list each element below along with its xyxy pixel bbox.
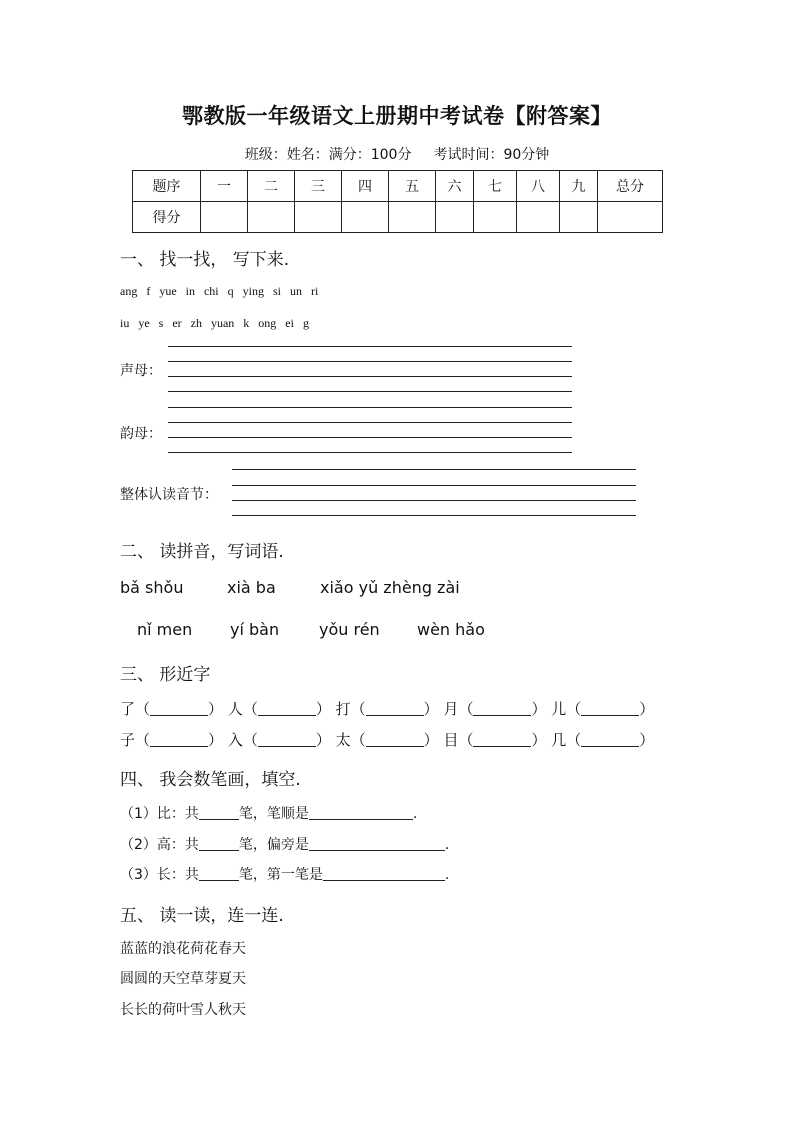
- char-blank[interactable]: [258, 701, 316, 716]
- score-table-score-row: [133, 202, 663, 233]
- answer-line[interactable]: [232, 500, 636, 501]
- answer-line[interactable]: [168, 391, 572, 392]
- exam-info-time: 考试时间：90分钟: [433, 147, 550, 163]
- similar-char: 几: [551, 731, 567, 749]
- stroke-answer-blank[interactable]: [323, 866, 445, 881]
- char-blank[interactable]: [150, 732, 208, 747]
- pinyin-word: nǐ men: [137, 620, 193, 639]
- stroke-item-mid: 笔，笔顺是: [238, 806, 309, 822]
- pinyin-word: bǎ shǒu: [120, 578, 184, 597]
- stroke-item-prefix: （1）比：共: [120, 806, 199, 822]
- similar-char: 目: [443, 731, 459, 749]
- similar-char: 入: [227, 731, 243, 749]
- page-title: 鄂教版一年级语文上册期中考试卷【附答案】: [182, 104, 612, 128]
- stroke-item-mid: 笔，偏旁是: [238, 837, 309, 853]
- stroke-item-prefix: （2）高：共: [120, 837, 199, 853]
- pinyin-word: yǒu rén: [319, 620, 380, 639]
- answer-line[interactable]: [232, 485, 636, 486]
- similar-char: 了: [120, 700, 136, 718]
- score-row-label: 得分: [133, 202, 201, 233]
- answer-line[interactable]: [232, 515, 636, 516]
- score-cell[interactable]: [560, 202, 598, 233]
- answer-line[interactable]: [168, 452, 572, 453]
- stroke-answer-blank[interactable]: [309, 805, 413, 820]
- score-header-cell: 总分: [598, 171, 663, 202]
- stroke-item: [120, 864, 449, 884]
- pinyin-word: yí bàn: [230, 620, 280, 639]
- pinyin-word: xià ba: [227, 578, 276, 597]
- similar-char: 打: [335, 700, 351, 718]
- answer-line[interactable]: [168, 361, 572, 362]
- score-cell[interactable]: [517, 202, 560, 233]
- stroke-answer-blank[interactable]: [309, 836, 445, 851]
- score-cell[interactable]: [248, 202, 295, 233]
- score-cell[interactable]: [201, 202, 248, 233]
- char-blank[interactable]: [473, 701, 531, 716]
- stroke-item-prefix: （3）长：共: [120, 867, 199, 883]
- exam-info: [0, 144, 794, 164]
- score-cell[interactable]: [598, 202, 663, 233]
- char-blank[interactable]: [581, 701, 639, 716]
- char-blank[interactable]: [366, 732, 424, 747]
- score-header-cell: 二: [248, 171, 295, 202]
- pinyin-word: xiǎo yǔ zhèng zài: [320, 578, 460, 597]
- char-blank[interactable]: [473, 732, 531, 747]
- score-header-cell: 四: [342, 171, 389, 202]
- stroke-count-blank[interactable]: [199, 836, 239, 851]
- answer-line[interactable]: [168, 437, 572, 438]
- similar-char: 月: [443, 700, 459, 718]
- score-header-cell: 五: [389, 171, 436, 202]
- score-header-cell: 六: [436, 171, 474, 202]
- answer-line[interactable]: [168, 422, 572, 423]
- stroke-count-blank[interactable]: [199, 866, 239, 881]
- score-header-cell: 八: [517, 171, 560, 202]
- answer-line[interactable]: [168, 346, 572, 347]
- similar-char: 儿: [551, 700, 567, 718]
- char-blank[interactable]: [366, 701, 424, 716]
- matching-line: 长长的荷叶雪人秋天: [120, 1002, 246, 1018]
- score-header-cell: 七: [474, 171, 517, 202]
- char-blank[interactable]: [258, 732, 316, 747]
- section-5-heading: 五、 读一读，连一连.: [120, 906, 284, 926]
- section-3-heading: 三、 形近字: [120, 665, 211, 685]
- answer-line[interactable]: [232, 469, 636, 470]
- stroke-count-blank[interactable]: [199, 805, 239, 820]
- stroke-item-end: .: [444, 867, 450, 883]
- stroke-item-end: .: [412, 806, 418, 822]
- score-table-header-row: [133, 171, 663, 202]
- score-header-cell: 题序: [133, 171, 201, 202]
- exam-info-class: 班级：姓名：满分：100分: [244, 147, 412, 163]
- score-header-cell: 一: [201, 171, 248, 202]
- shengmu-label: 声母：: [120, 363, 162, 379]
- pinyin-word: wèn hǎo: [417, 620, 485, 639]
- score-cell[interactable]: [342, 202, 389, 233]
- char-blank[interactable]: [581, 732, 639, 747]
- similar-char: 人: [227, 700, 243, 718]
- similar-chars-row-2: 子（ ） 入（ ） 太（ ） 目（ ） 几（ ）: [120, 731, 655, 749]
- section-4-heading: 四、 我会数笔画，填空.: [120, 770, 301, 790]
- section-2-heading: 二、 读拼音，写词语.: [120, 542, 284, 562]
- score-cell[interactable]: [389, 202, 436, 233]
- answer-line[interactable]: [168, 407, 572, 408]
- stroke-item: [120, 803, 417, 823]
- char-blank[interactable]: [150, 701, 208, 716]
- matching-line: 圆圆的天空草芽夏天: [120, 971, 246, 987]
- stroke-item-mid: 笔，第一笔是: [238, 867, 323, 883]
- score-cell[interactable]: [295, 202, 342, 233]
- section-1-pinyin-line-2: iu ye s er zh yuan k ong ei g: [120, 316, 309, 330]
- similar-char: 太: [335, 731, 351, 749]
- similar-chars-row-1: 了（ ） 人（ ） 打（ ） 月（ ） 儿（ ）: [120, 700, 655, 718]
- score-header-cell: 九: [560, 171, 598, 202]
- yunmu-label: 韵母：: [120, 426, 162, 442]
- score-header-cell: 三: [295, 171, 342, 202]
- matching-line: 蓝蓝的浪花荷花春天: [120, 941, 246, 957]
- zhengti-label: 整体认读音节：: [120, 487, 218, 503]
- score-table: [132, 170, 663, 233]
- answer-line[interactable]: [168, 376, 572, 377]
- section-1-heading: 一、 找一找， 写下来.: [120, 250, 290, 270]
- score-cell[interactable]: [474, 202, 517, 233]
- similar-char: 子: [120, 731, 136, 749]
- section-1-pinyin-line-1: ang f yue in chi q ying si un ri: [120, 284, 319, 298]
- stroke-item: [120, 834, 449, 854]
- score-cell[interactable]: [436, 202, 474, 233]
- stroke-item-end: .: [444, 837, 450, 853]
